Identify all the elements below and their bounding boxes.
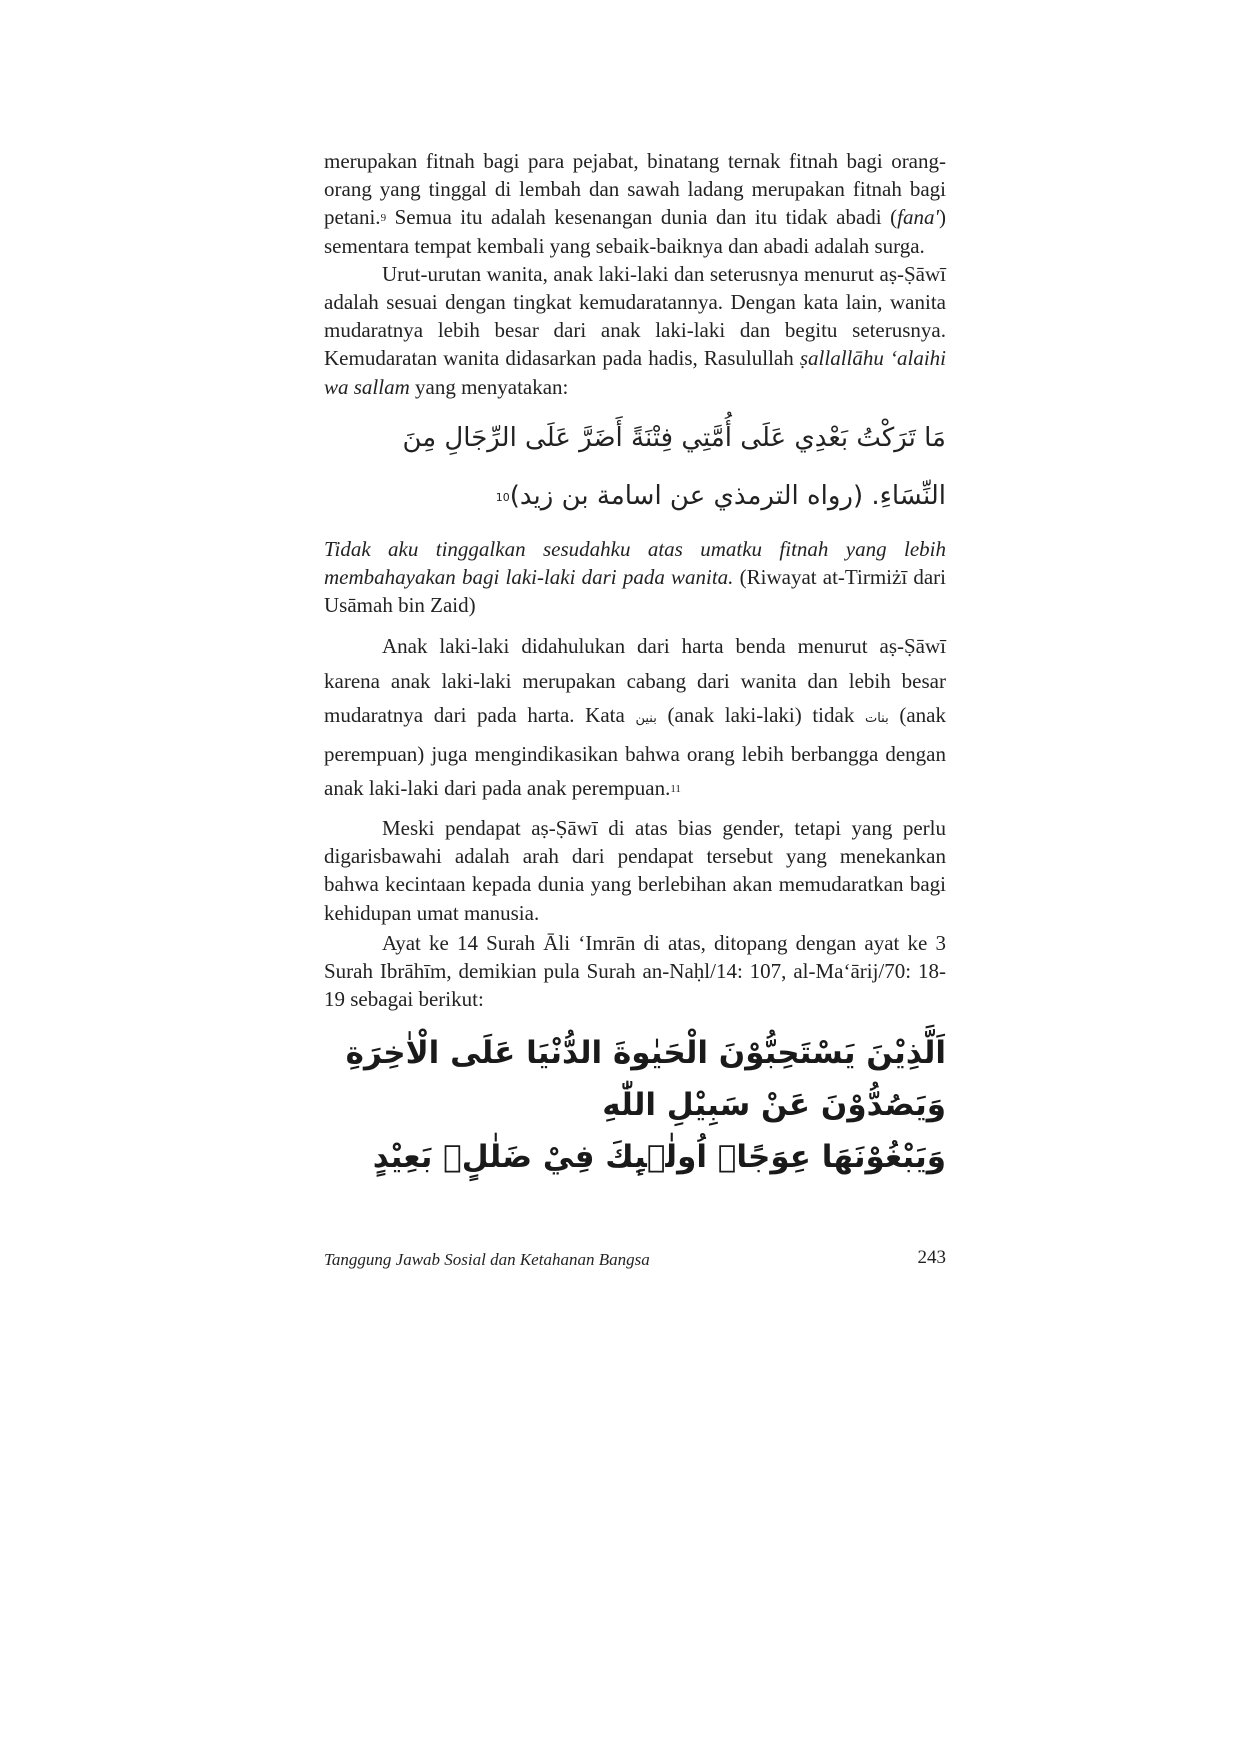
paragraph-4: Meski pendapat aṣ-Ṣāwī di atas bias gender, tetapi yang perlu digarisbawahi adalah arah dari pendapat tersebut yang menekankan bahwa kecintaan kepada dunia yang berlebihan akan memudaratkan bagi kehidupan umat manusia. bbox=[324, 815, 946, 925]
footnote-ref-9[interactable]: 9 bbox=[380, 212, 387, 225]
quran-verse bbox=[324, 1027, 946, 1183]
hadith-arabic: مَا تَرَكْتُ بَعْدِي عَلَى أُمَّتِي فِتْنَةً أَضَرَّ عَلَى الرِّجَالِ مِنَ النِّسَاءِ. (رواه الترمذي عن اسامة بن زيد)$^{10}$ bbox=[402, 422, 946, 511]
hadith-translation: Tidak aku tinggalkan sesudahku atas umatku fitnah yang lebih membahayakan bagi laki-laki dari pada wanita. (Riwayat at-Tirmiżī dari Usāmah bin Zaid) bbox=[324, 536, 946, 618]
paragraph-3: Anak laki-laki didahulukan dari harta benda menurut aṣ-Ṣāwī karena anak laki-laki merupakan cabang dari wanita dan lebih besar mudaratnya dari pada harta. Kata بنين (anak laki-laki) tidak بنات (anak perempuan) juga mengindikasikan bahwa orang lebih berbangga dengan anak laki-laki dari pada anak perempuan.$^{11}$ bbox=[324, 634, 947, 801]
quran-verse-line-2: وَيَبْغُوْنَهَا عِوَجًاۗ اُولٰۤىِٕكَ فِيْ ضَلٰلٍۢ بَعِيْدٍ bbox=[372, 1139, 946, 1176]
quran-verse-line-1: اَلَّذِيْنَ يَسْتَحِبُّوْنَ الْحَيٰوةَ الدُّنْيَا عَلَى الْاٰخِرَةِ وَيَصُدُّوْنَ عَنْ سَبِيْلِ اللّٰهِ bbox=[345, 1035, 946, 1124]
page-number: 243 bbox=[917, 1247, 946, 1268]
running-footer-title: Tanggung Jawab Sosial dan Ketahanan Bangsa bbox=[324, 1250, 650, 1269]
footnote-ref-10[interactable]: 10 bbox=[495, 490, 510, 504]
arabic-word-banin: بنين bbox=[635, 711, 657, 727]
footnote-ref-11[interactable]: 11 bbox=[670, 783, 681, 796]
paragraph-2: Urut-urutan wanita, anak laki-laki dan seterusnya menurut aṣ-Ṣāwī adalah sesuai dengan tingkat kemudaratannya. Dengan kata lain, wanita mudaratnya lebih besar dari anak laki-laki dan begitu seterusnya. Kemudaratan wanita didasarkan pada hadis, Rasulullah ṣallallāhu ‘alaihi wa sallam yang menyatakan: bbox=[324, 261, 946, 399]
paragraph-1: merupakan fitnah bagi para pejabat, binatang ternak fitnah bagi orang-orang yang tinggal di lembah dan sawah ladang merupakan fitnah bagi petani.$^9$ Semua itu adalah kesenangan dunia dan itu tidak abadi (fana') sementara tempat kembali yang sebaik-baiknya dan abadi adalah surga. bbox=[324, 149, 946, 258]
body-text bbox=[324, 147, 946, 1183]
arabic-word-banat: بنات bbox=[864, 711, 889, 727]
paragraph-5: Ayat ke 14 Surah Āli ‘Imrān di atas, ditopang dengan ayat ke 3 Surah Ibrāhīm, demikian pula Surah an-Naḥl/14: 107, al-Ma‘ārij/70: 18-19 sebagai berikut: bbox=[324, 930, 946, 1012]
